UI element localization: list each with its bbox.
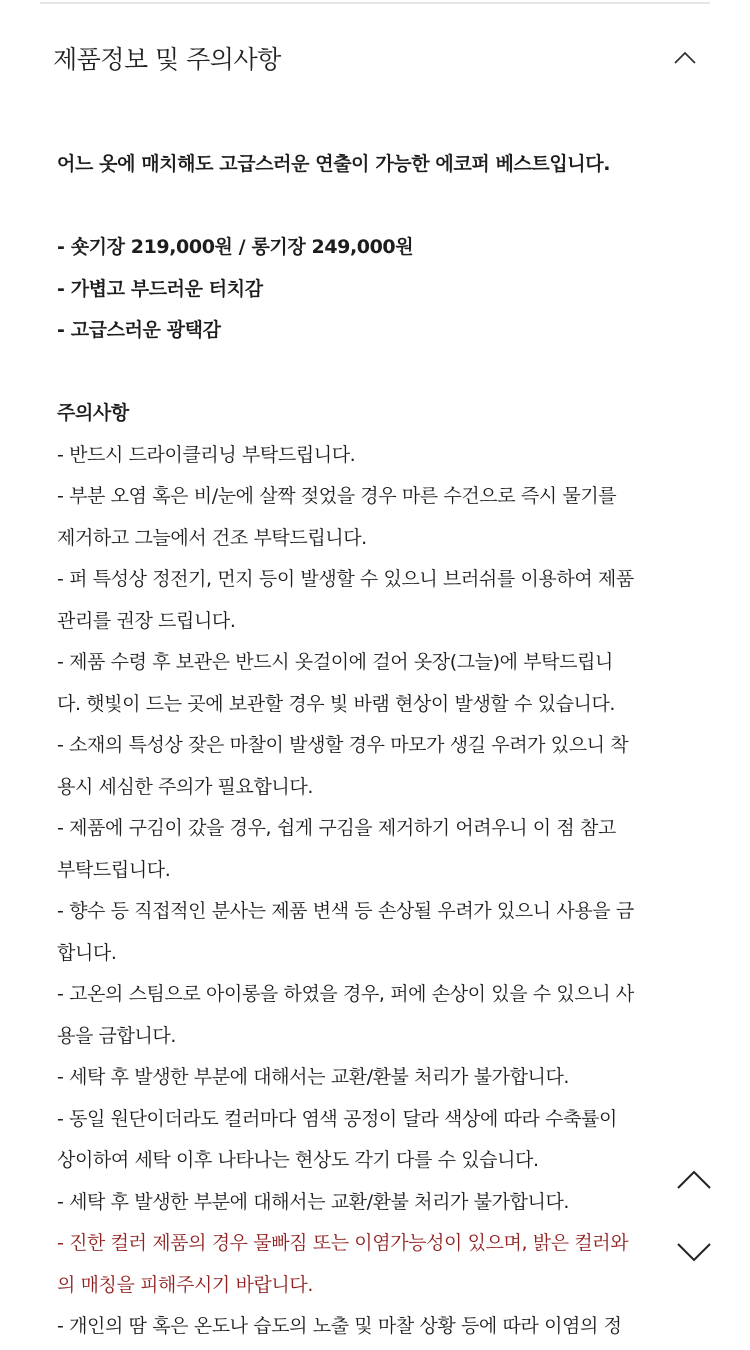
intro-text: 어느 옷에 매치해도 고급스러운 연출이 가능한 에코퍼 베스트입니다. bbox=[57, 153, 611, 175]
chevron-up-icon bbox=[676, 1168, 712, 1192]
product-info-accordion-header[interactable] bbox=[0, 0, 750, 110]
section-title: 제품정보 및 주의사항 bbox=[53, 45, 281, 74]
chevron-up-icon[interactable] bbox=[672, 48, 698, 66]
caution-line: 제거하고 그늘에서 건조 부탁드립니다. bbox=[57, 526, 367, 549]
caution-heading: 주의사항 bbox=[57, 402, 129, 424]
warning-line: - 진한 컬러 제품의 경우 물빠짐 또는 이염가능성이 있으며, 밝은 컬러와 bbox=[57, 1232, 629, 1254]
feature-item: - 가볍고 부드러운 터치감 bbox=[57, 277, 263, 300]
caution-line: - 제품에 구김이 갔을 경우, 쉽게 구김을 제거하기 어려우니 이 점 참고 bbox=[57, 817, 616, 839]
caution-line: 용시 세심한 주의가 필요합니다. bbox=[57, 775, 313, 798]
caution-line: - 향수 등 직접적인 분사는 제품 변색 등 손상될 우려가 있으니 사용을 금 bbox=[57, 900, 634, 922]
scroll-up-button[interactable] bbox=[676, 1168, 712, 1192]
caution-line: - 세탁 후 발생한 부분에 대해서는 교환/환불 처리가 불가합니다. bbox=[57, 1190, 570, 1213]
caution-line: 합니다. bbox=[57, 941, 117, 964]
caution-line: 다. 햇빛이 드는 곳에 보관할 경우 빛 바램 현상이 발생할 수 있습니다. bbox=[57, 692, 616, 715]
caution-line: - 고온의 스팀으로 아이롱을 하였을 경우, 퍼에 손상이 있을 수 있으니 사 bbox=[57, 983, 634, 1005]
caution-line: - 동일 원단이더라도 컬러마다 염색 공정이 달라 색상에 따라 수축률이 bbox=[57, 1107, 617, 1130]
caution-line: 관리를 권장 드립니다. bbox=[57, 609, 236, 632]
caution-line: - 제품 수령 후 보관은 반드시 옷걸이에 걸어 옷장(그늘)에 부탁드립니 bbox=[57, 651, 613, 673]
product-info-content bbox=[57, 146, 707, 1350]
feature-item: - 숏기장 219,000원 / 롱기장 249,000원 bbox=[57, 236, 414, 258]
scroll-down-button[interactable] bbox=[676, 1240, 712, 1264]
caution-line: 부탁드립니다. bbox=[57, 858, 171, 881]
caution-line: - 세탁 후 발생한 부분에 대해서는 교환/환불 처리가 불가합니다. bbox=[57, 1066, 570, 1088]
caution-line: - 반드시 드라이클리닝 부탁드립니다. bbox=[57, 443, 356, 466]
caution-line: - 개인의 땀 혹은 온도나 습도의 노출 및 마찰 상황 등에 따라 이염의 정 bbox=[57, 1315, 622, 1337]
feature-item: - 고급스러운 광택감 bbox=[57, 319, 221, 341]
caution-line: 상이하여 세탁 이후 나타나는 현상도 각기 다를 수 있습니다. bbox=[57, 1149, 539, 1171]
caution-line: 용을 금합니다. bbox=[57, 1024, 177, 1047]
chevron-down-icon bbox=[676, 1240, 712, 1264]
caution-line: - 소재의 특성상 잦은 마찰이 발생할 경우 마모가 생길 우려가 있으니 착 bbox=[57, 734, 629, 756]
caution-line: - 퍼 특성상 정전기, 먼지 등이 발생할 수 있으니 브러쉬를 이용하여 제품 bbox=[57, 568, 634, 590]
caution-line: - 부분 오염 혹은 비/눈에 살짝 젖었을 경우 마른 수건으로 즉시 물기를 bbox=[57, 485, 617, 507]
warning-line: 의 매칭을 피해주시기 바랍니다. bbox=[57, 1273, 313, 1296]
